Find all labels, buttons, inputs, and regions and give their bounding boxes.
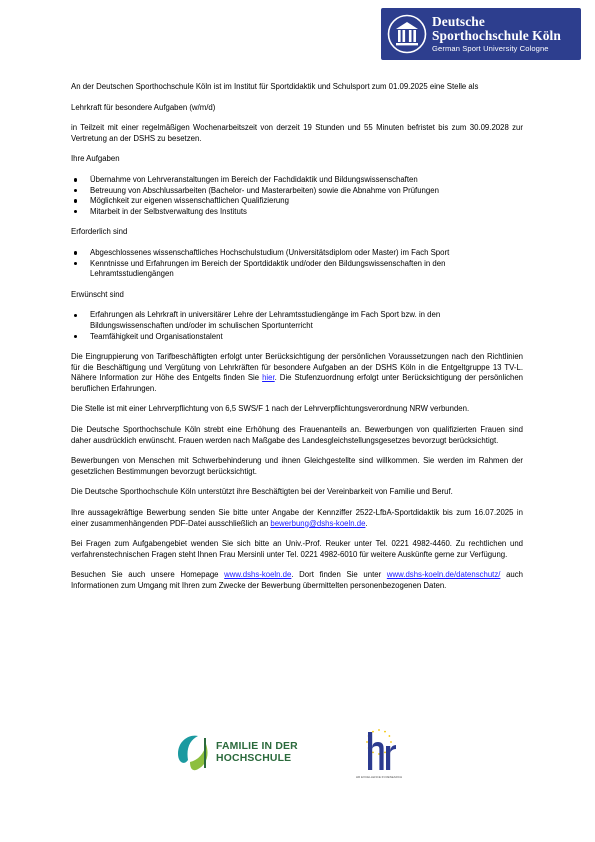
desired-heading: Erwünscht sind — [71, 289, 124, 299]
homepage-text-1: Besuchen Sie auch unsere Homepage — [71, 570, 219, 580]
job-title: Lehrkraft für besondere Aufgaben (w/m/d) — [71, 102, 216, 112]
homepage-paragraph — [71, 570, 523, 591]
list-item: Erfahrungen als Lehrkraft in universitärer Lehre der Lehramtsstudiengänge im Fach Sport bzw. in den Bildungswissenschaften und/oder im schulischen Sportunterricht — [71, 310, 523, 331]
family-paragraph: Die Deutsche Sporthochschule Köln unterstützt ihre Beschäftigten bei der Vereinbarkeit von Familie und Beruf. — [71, 487, 453, 497]
logo-line-3: German Sport University Cologne — [432, 44, 549, 54]
salary-text: Die Eingruppierung von Tarifbeschäftigten erfolgt unter Berücksichtigung der persönlichen Voraussetzungen nach den Richtlinien für die Beschäftigung und Vergütung von Lehrkräften für besondere Aufgaben an der DSHS Köln in die Entgeltgruppe 13 TV-L. Nähere Information zur Höhe des Entgelts finden Sie — [71, 352, 523, 383]
salary-text-after: . Die Stufenzuordnung erfolgt unter Berücksichtigung der persönlichen beruflichen Erfahrungen. — [71, 373, 524, 393]
questions-paragraph: Bei Fragen zum Aufgabengebiet wenden Sie sich bitte an Univ.-Prof. Reuker unter Tel. 0221 4982-4460. Zu rechtlichen und verfahrenstechnischen Fragen steht Ihnen Frau Mersinli unter Tel. 0221 4982-6010 für weitere Auskünfte gerne zur Verfügung. — [71, 539, 523, 559]
hr-excellence-logo-icon — [354, 724, 404, 780]
application-text-after: . — [365, 518, 368, 528]
list-item: Möglichkeit zur eigenen wissenschaftlichen Qualifizierung — [71, 196, 523, 207]
desired-list — [71, 310, 523, 342]
logo-text — [432, 15, 561, 53]
homepage-text-3: auch Informationen zum Umgang mit Ihren zum Zwecke der Bewerbung übermittelten personenbezogenen Daten. — [71, 570, 523, 590]
homepage-text-2: . Dort finden Sie unter — [291, 570, 382, 580]
homepage-link[interactable]: www.dshs-koeln.de — [224, 570, 292, 580]
logo-line-1: Deutsche — [432, 13, 485, 29]
list-item: Mitarbeit in der Selbstverwaltung des Instituts — [71, 207, 523, 218]
familie-logo-text — [216, 741, 298, 764]
terms-paragraph: in Teilzeit mit einer regelmäßigen Wochenarbeitszeit von derzeit 19 Stunden und 55 Minuten befristet bis zum 30.09.2028 zur Vertretung an der DSHS zu besetzen. — [71, 123, 523, 143]
list-item: Übernahme von Lehrveranstaltungen im Bereich der Fachdidaktik und Bildungswissenschaften — [71, 175, 523, 186]
disability-paragraph: Bewerbungen von Menschen mit Schwerbehinderung und ihnen Gleichgestellte sind willkommen. Sie werden im Rahmen der gesetzlichen Bestimmungen bevorzugt berücksichtigt. — [71, 456, 523, 476]
salary-paragraph — [71, 352, 523, 394]
familie-in-der-hochschule-logo — [176, 732, 306, 772]
job-posting-body — [71, 82, 523, 602]
intro-paragraph: An der Deutschen Sporthochschule Köln ist im Institut für Sportdidaktik und Schulsport zum 01.09.2025 eine Stelle als — [71, 82, 479, 91]
familie-logo-line-2: HOCHSCHULE — [216, 752, 292, 764]
salary-info-link[interactable]: hier — [262, 373, 275, 383]
required-list — [71, 248, 523, 280]
equality-paragraph: Die Deutsche Sporthochschule Köln strebt eine Erhöhung des Frauenanteils an. Bewerbungen von qualifizierten Frauen sind daher ausdrücklich erwünscht. Frauen werden nach Maßgabe des Landesgleichstellungsgesetzes bevorzugt berücksichtigt. — [71, 425, 523, 445]
footer-logos — [0, 728, 595, 788]
tasks-list — [71, 175, 523, 217]
list-item: Betreuung von Abschlussarbeiten (Bachelor- und Masterarbeiten) sowie die Abnahme von Prüfungen — [71, 186, 523, 197]
required-heading: Erforderlich sind — [71, 227, 128, 237]
application-text: Ihre aussagekräftige Bewerbung senden Sie bitte unter Angabe der Kennziffer 2522-LfbA-Sportdidaktik bis zum 16.07.2025 in einer zusammenhängenden PDF-Datei ausschließlich an — [71, 508, 523, 528]
list-item: Teamfähigkeit und Organisationstalent — [71, 332, 523, 343]
familie-logo-line-1: FAMILIE IN DER — [216, 741, 298, 752]
tasks-heading: Ihre Aufgaben — [71, 154, 120, 164]
teaching-load-paragraph: Die Stelle ist mit einer Lehrverpflichtung von 6,5 SWS/F 1 nach der Lehrverpflichtungsverordnung NRW verbunden. — [71, 404, 470, 414]
list-item: Abgeschlossenes wissenschaftliches Hochschulstudium (Universitätsdiplom oder Master) im Fach Sport — [71, 248, 523, 259]
university-logo — [381, 8, 581, 60]
logo-line-2: Sporthochschule Köln — [432, 28, 561, 44]
application-paragraph — [71, 508, 523, 529]
application-email-link[interactable]: bewerbung@dshs-koeln.de — [270, 518, 366, 528]
hr-excellence-caption: HR EXCELLENCE IN RESEARCH — [355, 775, 403, 779]
university-seal-icon — [387, 14, 427, 54]
familie-logo-icon — [176, 732, 212, 772]
list-item: Kenntnisse und Erfahrungen im Bereich der Sportdidaktik und/oder den Bildungswissenschaften in den Lehramtsstudiengängen — [71, 259, 523, 280]
privacy-link[interactable]: www.dshs-koeln.de/datenschutz/ — [386, 570, 501, 580]
